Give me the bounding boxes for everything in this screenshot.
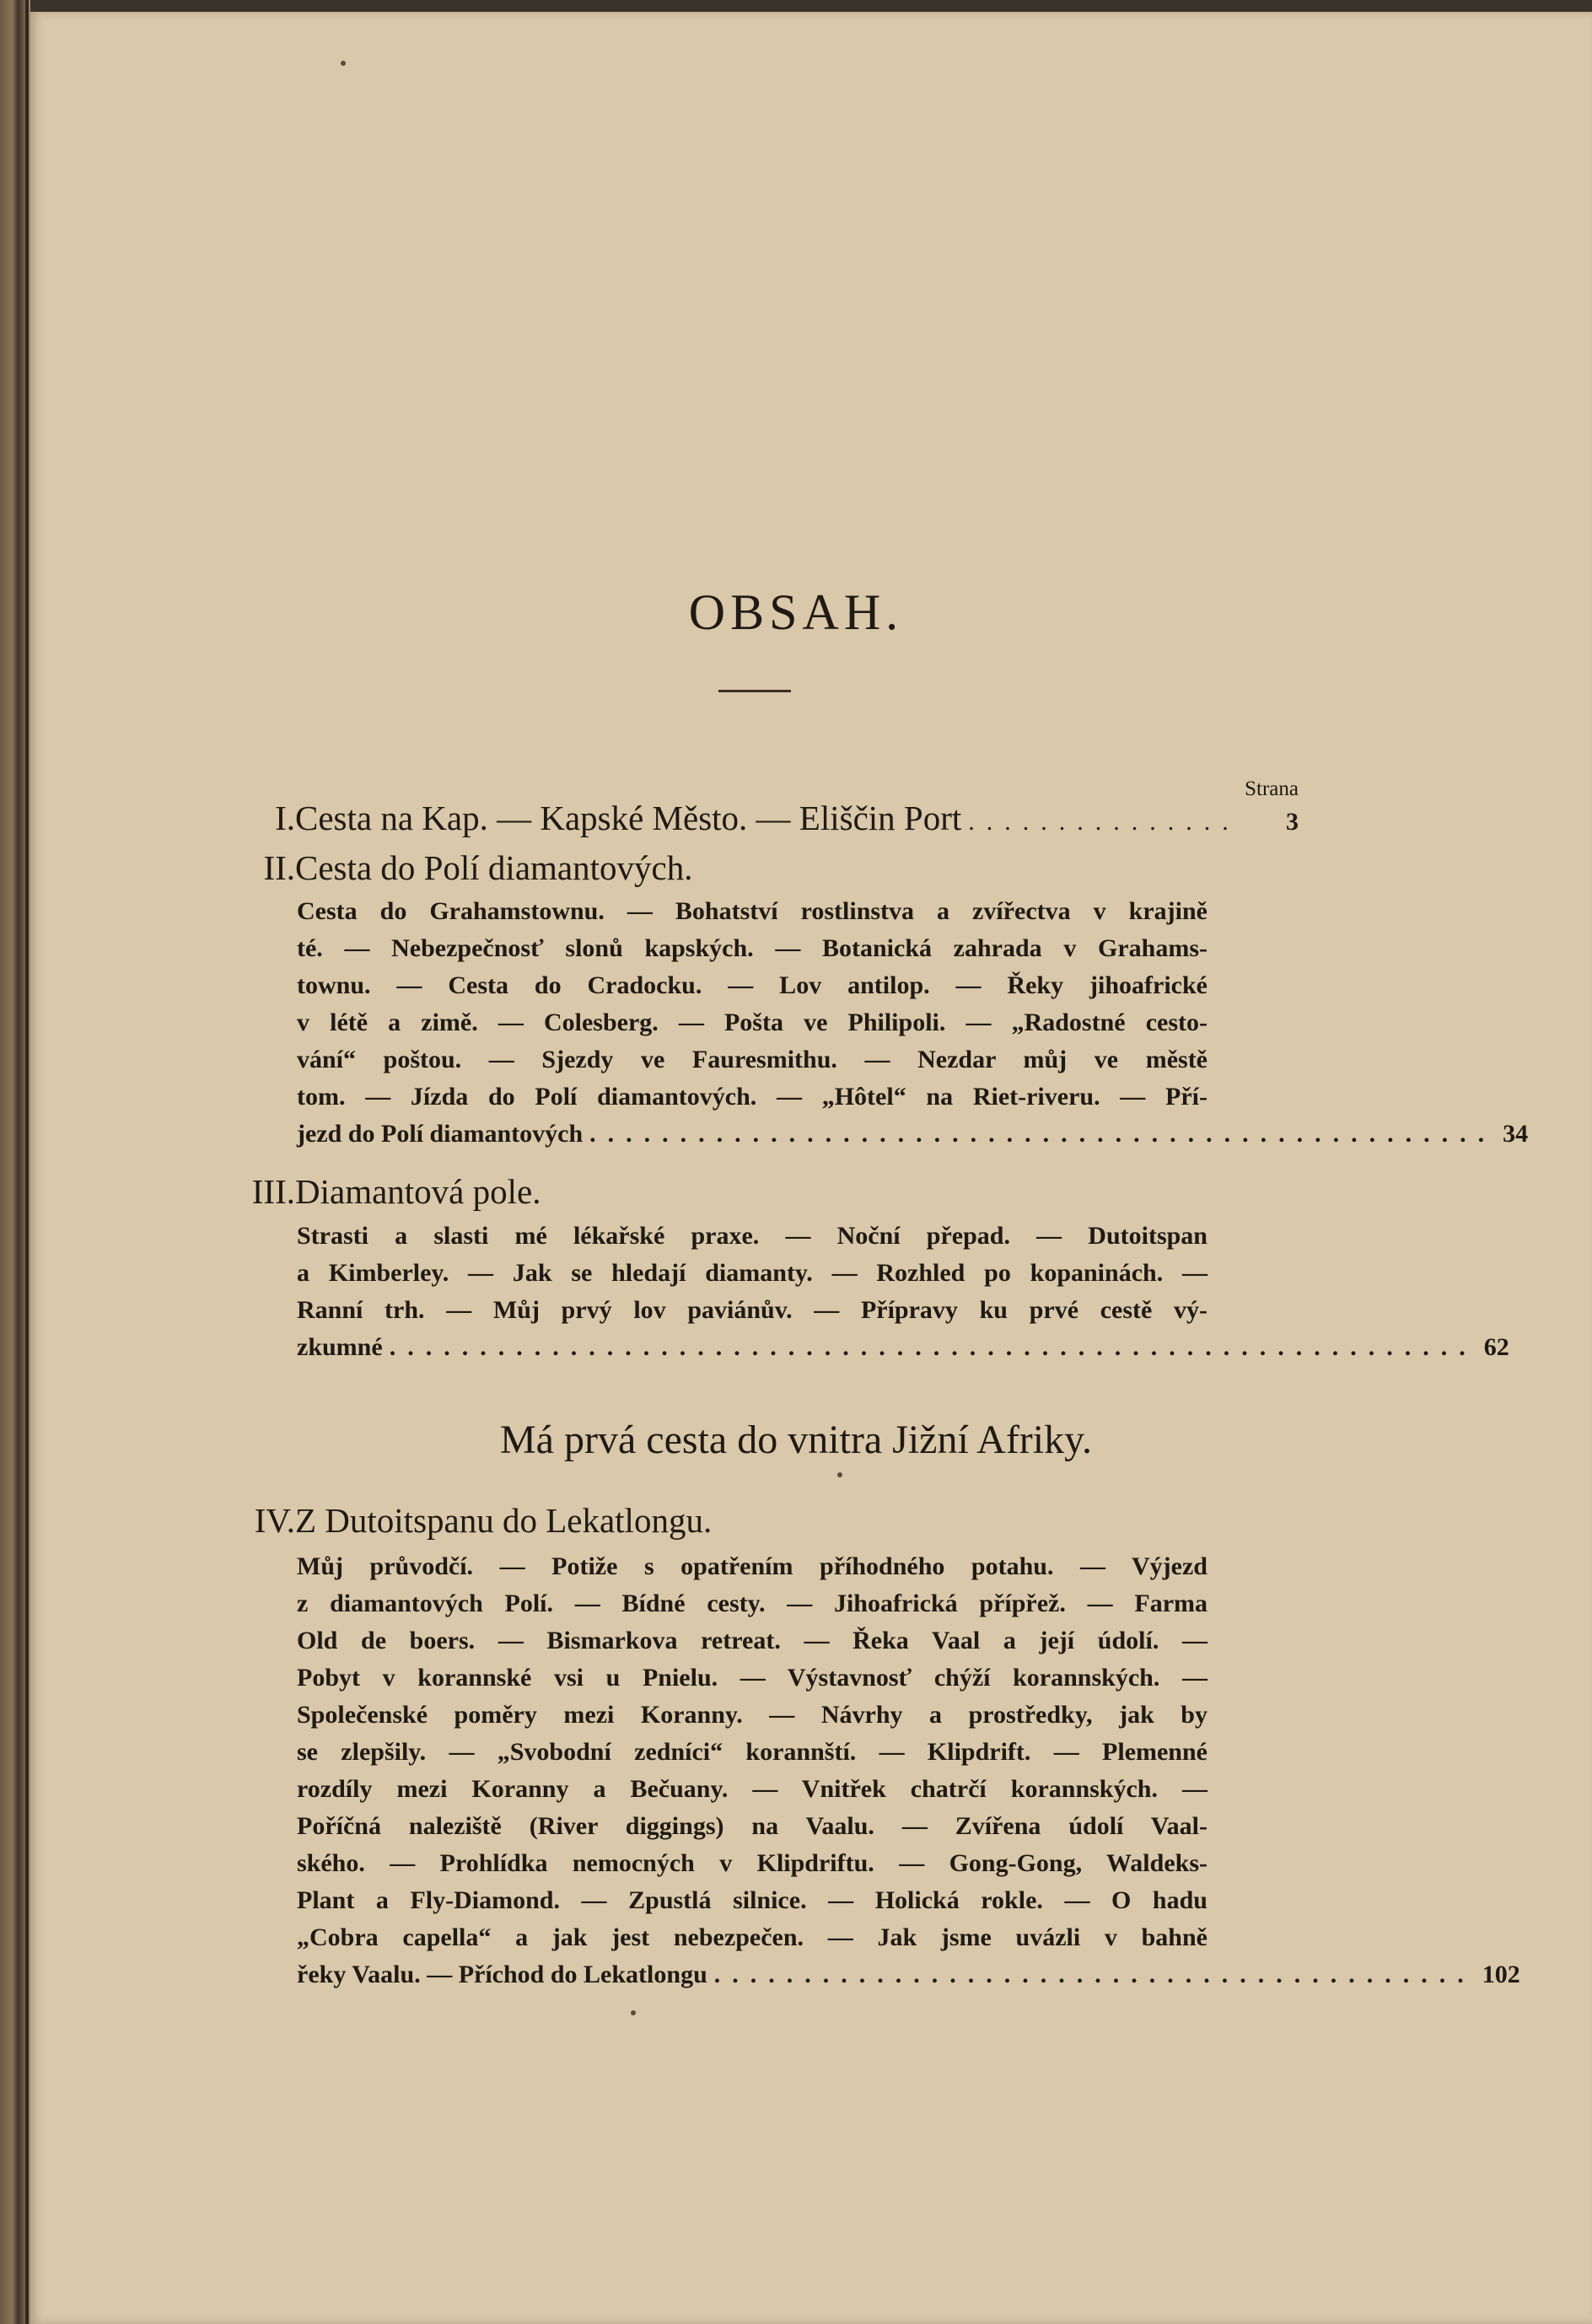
section-heading: Má prvá cesta do vnitra Jižní Afriky. xyxy=(499,1418,1093,1462)
chapter-row xyxy=(295,797,1299,843)
description-line: Poříčná naleziště (River diggings) na Vaalu. — Zvířena údolí Vaal- xyxy=(297,1812,1207,1840)
description-line: Společenské poměry mezi Koranny. — Návrhy a prostředky, jak by xyxy=(297,1701,1207,1729)
description-line: a Kimberley. — Jak se hledají diamanty. — Rozhled po kopaninách. — xyxy=(297,1259,1207,1287)
chapter-numeral: I. xyxy=(275,799,295,837)
chapter-title: Diamantová pole. xyxy=(295,1172,541,1211)
description-line: té. — Nebezpečnosť slonů kapských. — Botanická zahrada v Grahams- xyxy=(297,934,1207,962)
chapter-page: 102 xyxy=(1482,1961,1520,1988)
dot-leader: .......................................... xyxy=(713,1961,1476,1988)
chapter-description xyxy=(297,1548,1207,1956)
dot-leader: ............................................................ xyxy=(389,1333,1477,1361)
description-line: se zlepšily. — „Svobodní zedníci“ korannští. — Klipdrift. — Plemenné xyxy=(297,1738,1207,1766)
description-line: Ranní trh. — Můj prvý lov paviánův. — Přípravy ku prvé cestě vý- xyxy=(297,1296,1207,1324)
chapter-title: Z Dutoitspanu do Lekatlongu. xyxy=(295,1501,713,1540)
description-line: Můj průvodčí. — Potiže s opatřením příhodného potahu. — Výjezd xyxy=(297,1552,1207,1580)
chapter-page: 3 xyxy=(1286,808,1299,836)
description-line: Old de boers. — Bismarkova retreat. — Řeka Vaal a její údolí. — xyxy=(297,1627,1207,1654)
description-line: v létě a zimě. — Colesberg. — Pošta ve Philipoli. — „Radostné cesto- xyxy=(297,1009,1207,1036)
description-line: zkumné xyxy=(297,1333,383,1361)
description-line: Strasti a slasti mé lékařské praxe. — Noční přepad. — Dutoitspan xyxy=(297,1222,1207,1250)
dot-leader: .................................................. xyxy=(589,1120,1497,1148)
page-title: OBSAH. xyxy=(688,584,904,640)
description-line: Cesta do Grahamstownu. — Bohatství rostlinstva a zvířectva v krajině xyxy=(297,897,1207,925)
chapter-last-line xyxy=(297,1956,1520,1993)
description-line: řeky Vaalu. — Příchod do Lekatlongu xyxy=(297,1961,707,1988)
chapter-last-line xyxy=(297,1116,1529,1153)
top-edge xyxy=(30,0,1592,12)
chapter-description xyxy=(297,1218,1207,1329)
chapter-page: 34 xyxy=(1503,1120,1529,1148)
description-line: Pobyt v korannské vsi u Pnielu. — Výstavnosť chýží korannských. — xyxy=(297,1664,1207,1692)
description-line: townu. — Cesta do Cradocku. — Lov antilop. — Řeky jihoafrické xyxy=(297,971,1207,999)
description-line: ského. — Prohlídka nemocných v Klipdriftu. — Gong-Gong, Waldeks- xyxy=(297,1849,1207,1877)
description-line: rozdíly mezi Koranny a Bečuany. — Vnitřek chatrčí korannských. — xyxy=(297,1775,1207,1803)
chapter-numeral: II. xyxy=(263,848,295,887)
speck xyxy=(837,1472,842,1477)
chapter-numeral: IV. xyxy=(254,1501,295,1540)
description-line: jezd do Polí diamantových xyxy=(297,1120,584,1148)
speck xyxy=(341,61,346,66)
dot-leader: ............... xyxy=(968,808,1240,836)
description-line: „Cobra capella“ a jak jest nebezpečen. — Jak jsme uvázli v bahně xyxy=(297,1923,1207,1951)
speck xyxy=(631,2010,636,2015)
chapter-description xyxy=(297,893,1207,1116)
chapter-page: 62 xyxy=(1483,1333,1509,1361)
description-line: Plant a Fly-Diamond. — Zpustlá silnice. — Holická rokle. — O hadu xyxy=(297,1886,1207,1914)
chapter-last-line xyxy=(297,1329,1509,1366)
description-line: z diamantových Polí. — Bídné cesty. — Jihoafrická přípřež. — Farma xyxy=(297,1590,1207,1617)
description-line: tom. — Jízda do Polí diamantových. — „Hôtel“ na Riet-riveru. — Pří- xyxy=(297,1083,1207,1111)
chapter-numeral: III. xyxy=(251,1172,295,1211)
page-column-label: Strana xyxy=(1245,777,1299,800)
description-line: vání“ poštou. — Sjezdy ve Fauresmithu. — Nezdar můj ve městě xyxy=(297,1046,1207,1073)
chapter-title: Cesta do Polí diamantových. xyxy=(295,848,693,887)
chapter-title: Cesta na Kap. — Kapské Město. — Eliščin Port xyxy=(295,799,962,837)
title-rule xyxy=(718,690,791,692)
page-edge xyxy=(25,0,29,2324)
